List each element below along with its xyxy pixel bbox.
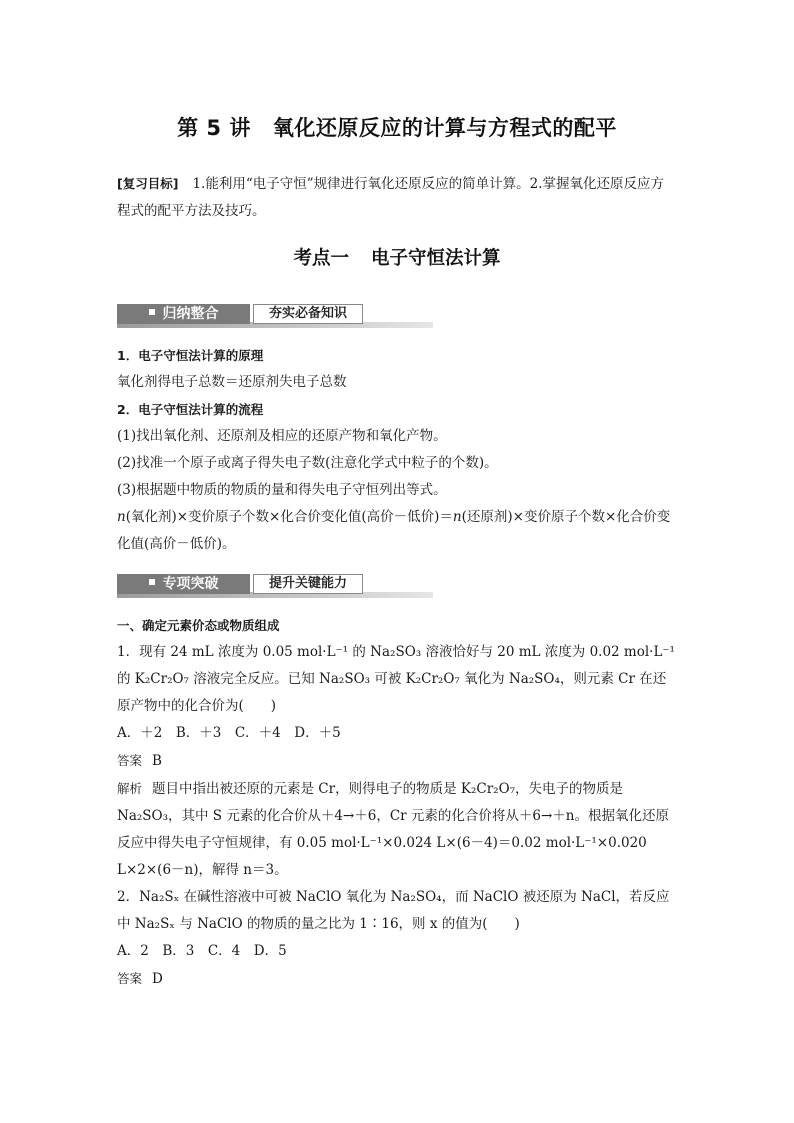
knowledge-step-3: (3)根据题中物质的物质的量和得失电子守恒列出等式。: [117, 482, 447, 498]
banner-main: [117, 304, 250, 324]
eq-n-reductant: n: [452, 509, 462, 525]
square-bullet-icon: [149, 309, 155, 315]
lesson-topic: 氧化还原反应的计算与方程式的配平: [272, 116, 617, 140]
banner-main-label: 专项突破: [162, 576, 219, 592]
knowledge-block: [117, 342, 679, 558]
eq-left: (氧化剂)×变价原子个数×化合价变化值(高价－低价)＝: [125, 509, 453, 525]
eq-n-oxidant: n: [117, 509, 126, 525]
banner-summary: [117, 302, 433, 328]
question-2-options: A．2 B．3 C．4 D．5: [117, 943, 287, 959]
knowledge-heading-1: 1．电子守恒法计算的原理: [117, 348, 264, 363]
lesson-number: 第 5 讲: [177, 116, 251, 140]
answer-value: D: [152, 971, 163, 987]
question-2-answer: [117, 965, 679, 993]
eq-right: (还原剂)×变价原子个数×化合价变化值(高价－低价)。: [117, 509, 671, 552]
review-goals-tag: [复习目标]: [117, 176, 179, 191]
banner-main-label: 归纳整合: [162, 306, 219, 322]
section-topic: 电子守恒法计算: [371, 248, 501, 269]
answer-label: 答案: [117, 971, 143, 986]
question-1-options: A．＋2 B．＋3 C．＋4 D．＋5: [117, 725, 341, 741]
banner-practice: [117, 572, 433, 598]
question-1-text: 1．现有 24 mL 浓度为 0.05 mol·L⁻¹ 的 Na₂SO₃ 溶液恰好与 20 mL 浓度为 0.02 mol·L⁻¹ 的 K₂Cr₂O₇ 溶液完全反应。已知 Na₂SO₃ 可被 K₂Cr₂O₇ 氧化为 Na₂SO₄，则元素 Cr 在还原产物中的化合价为( ): [117, 644, 675, 714]
banner-main: [117, 574, 250, 594]
practice-heading: 一、确定元素价态或物质组成: [117, 618, 280, 633]
practice-block: [117, 612, 679, 993]
answer-label: 答案: [117, 753, 143, 768]
banner-sub: 提升关键能力: [253, 574, 363, 594]
knowledge-equation: [117, 504, 679, 558]
analysis-text: 题目中指出被还原的元素是 Cr，则得电子的物质是 K₂Cr₂O₇，失电子的物质是 Na₂SO₃，其中 S 元素的化合价从＋4→＋6，Cr 元素的化合价将从＋6→＋n。根据氧化还原反应中得失电子守恒规律，有 0.05 mol·L⁻¹×0.024 L×(6－4)＝0.02 mol·L⁻¹×0.020 L×2×(6－n)，解得 n＝3。: [117, 781, 669, 878]
knowledge-step-2: (2)找准一个原子或离子得失电子数(注意化学式中粒子的个数)。: [117, 455, 498, 471]
question-1-answer: [117, 747, 679, 775]
banner-sub: 夯实必备知识: [253, 304, 363, 324]
review-goals-text: 1.能利用“电子守恒”规律进行氧化还原反应的简单计算。2.掌握氧化还原反应方程式的配平方法及技巧。: [117, 176, 665, 219]
knowledge-step-1: (1)找出氧化剂、还原剂及相应的还原产物和氧化产物。: [117, 428, 447, 444]
analysis-label: 解析: [117, 781, 143, 796]
section-name: 考点一: [293, 248, 349, 269]
question-2-text: 2．Na₂Sₓ 在碱性溶液中可被 NaClO 氧化为 Na₂SO₄，而 NaClO 被还原为 NaCl，若反应中 Na₂Sₓ 与 NaClO 的物质的量之比为 1∶16，则 x 的值为( ): [117, 889, 670, 932]
knowledge-principle: 氧化剂得电子总数＝还原剂失电子总数: [117, 374, 347, 390]
knowledge-heading-2: 2．电子守恒法计算的流程: [117, 402, 264, 417]
review-goals: [117, 170, 677, 225]
page-title: [0, 112, 794, 142]
question-1-analysis: [117, 775, 679, 884]
answer-value: B: [152, 753, 162, 769]
square-bullet-icon: [149, 579, 155, 585]
section-title: [0, 244, 794, 270]
